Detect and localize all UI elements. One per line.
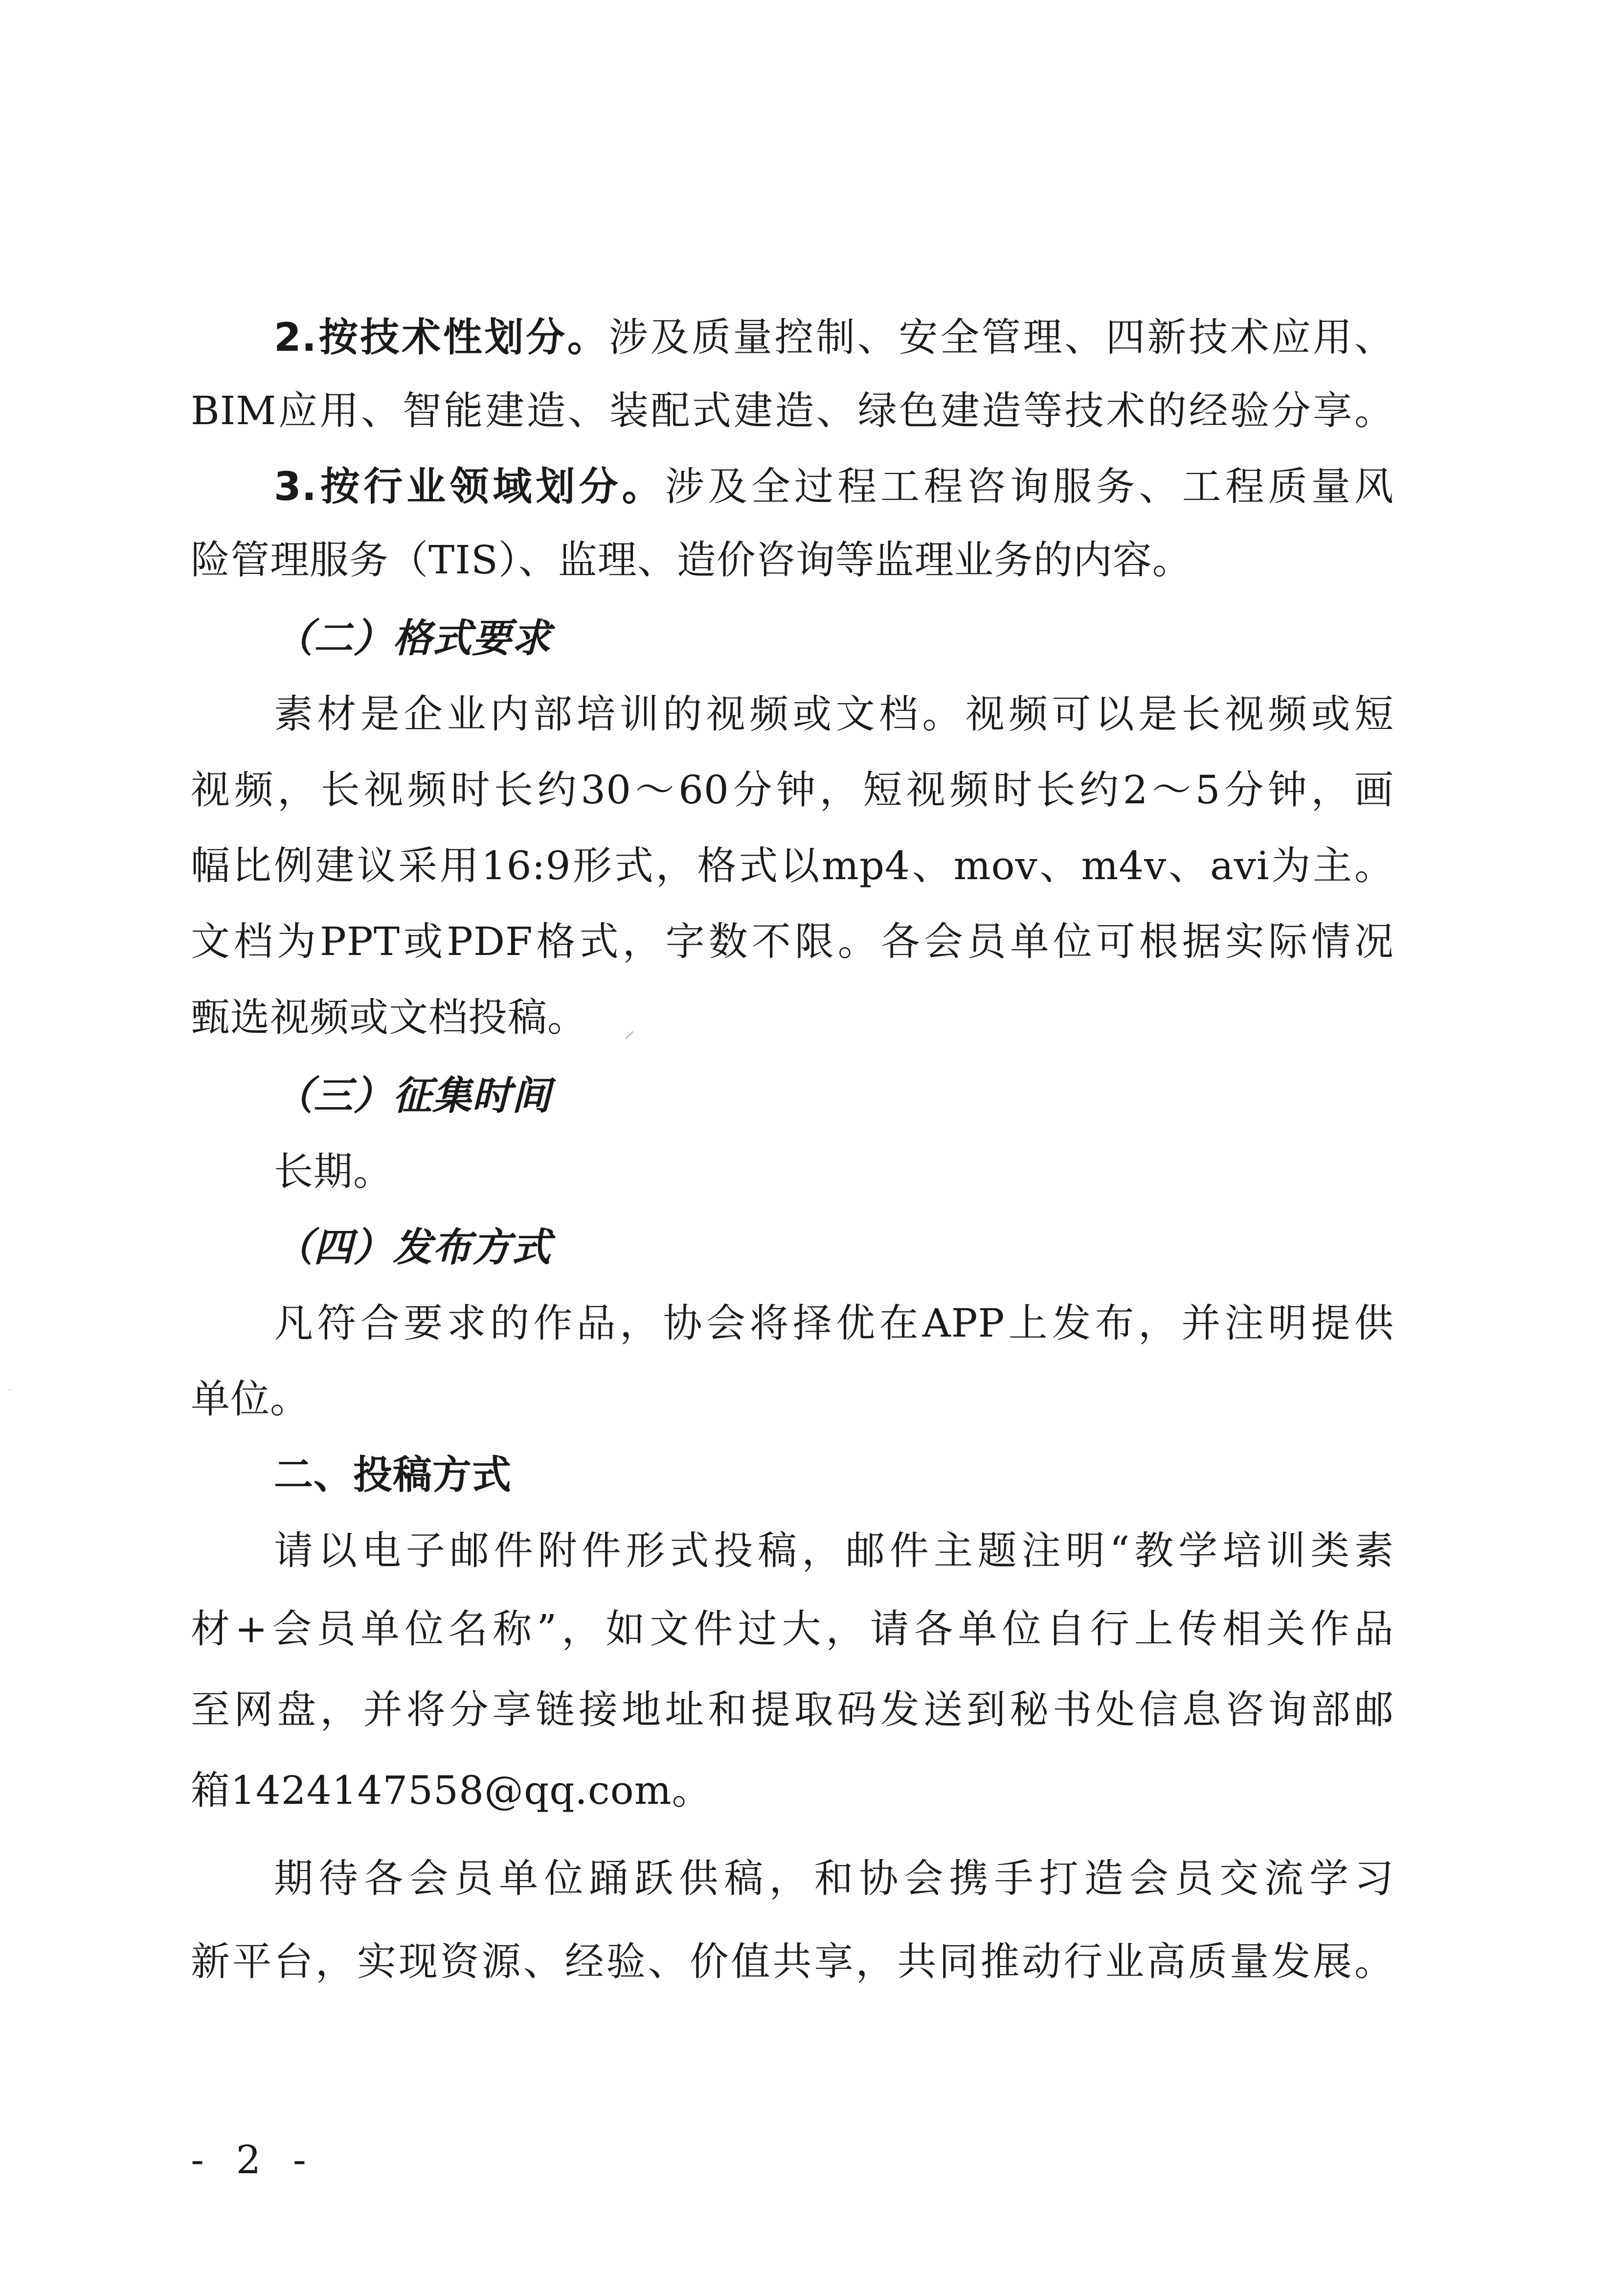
closing-line-1: 期待各会员单位踊跃供稿，和协会携手打造会员交流学习: [274, 1856, 1394, 1901]
section-format-heading: （二）格式要求: [274, 615, 551, 661]
page-number: - 2 -: [191, 2137, 316, 2182]
section-publish-heading: （四）发布方式: [274, 1225, 551, 1270]
para-tech-line-1: [274, 313, 1394, 362]
section-submit-heading: 二、投稿方式: [274, 1452, 512, 1498]
section-submit-line-1: 请以电子邮件附件形式投稿，邮件主题注明“教学培训类素: [274, 1528, 1394, 1573]
section-format-line-3: 幅比例建议采用16:9形式，格式以mp4、mov、m4v、avi为主。: [191, 843, 1394, 888]
section-time-body: 长期。: [274, 1149, 393, 1194]
para-tech-text: 涉及质量控制、安全管理、四新技术应用、: [608, 315, 1394, 360]
section-format-line-5: 甄选视频或文档投稿。: [191, 995, 587, 1040]
para-industry-text: 涉及全过程工程咨询服务、工程质量风: [665, 464, 1394, 509]
section-format-line-1: 素材是企业内部培训的视频或文档。视频可以是长视频或短: [274, 691, 1394, 737]
section-format-line-4: 文档为PPT或PDF格式，字数不限。各会员单位可根据实际情况: [191, 919, 1394, 964]
para-industry-line-1: [274, 462, 1394, 511]
closing-line-2: 新平台，实现资源、经验、价值共享，共同推动行业高质量发展。: [191, 1939, 1394, 1984]
para-tech-line-2: BIM应用、智能建造、装配式建造、绿色建造等技术的经验分享。: [191, 388, 1394, 433]
section-submit-line-3: 至网盘，并将分享链接地址和提取码发送到秘书处信息咨询部邮: [191, 1687, 1394, 1732]
para-industry-heading: 3.按行业领域划分。: [274, 464, 665, 509]
scan-speck: [9, 1389, 10, 1391]
para-industry-line-2: 险管理服务（TIS）、监理、造价咨询等监理业务的内容。: [191, 537, 1192, 583]
section-time-heading: （三）征集时间: [274, 1073, 551, 1118]
section-format-line-2: 视频，长视频时长约30～60分钟，短视频时长约2～5分钟，画: [191, 767, 1394, 813]
section-submit-line-4: 箱1424147558@qq.com。: [191, 1768, 712, 1813]
section-submit-line-2: 材+会员单位名称”，如文件过大，请各单位自行上传相关作品: [191, 1606, 1394, 1652]
section-publish-line-2: 单位。: [191, 1376, 310, 1422]
section-publish-line-1: 凡符合要求的作品，协会将择优在APP上发布，并注明提供: [274, 1300, 1394, 1346]
para-tech-heading: 2.按技术性划分。: [274, 315, 609, 360]
